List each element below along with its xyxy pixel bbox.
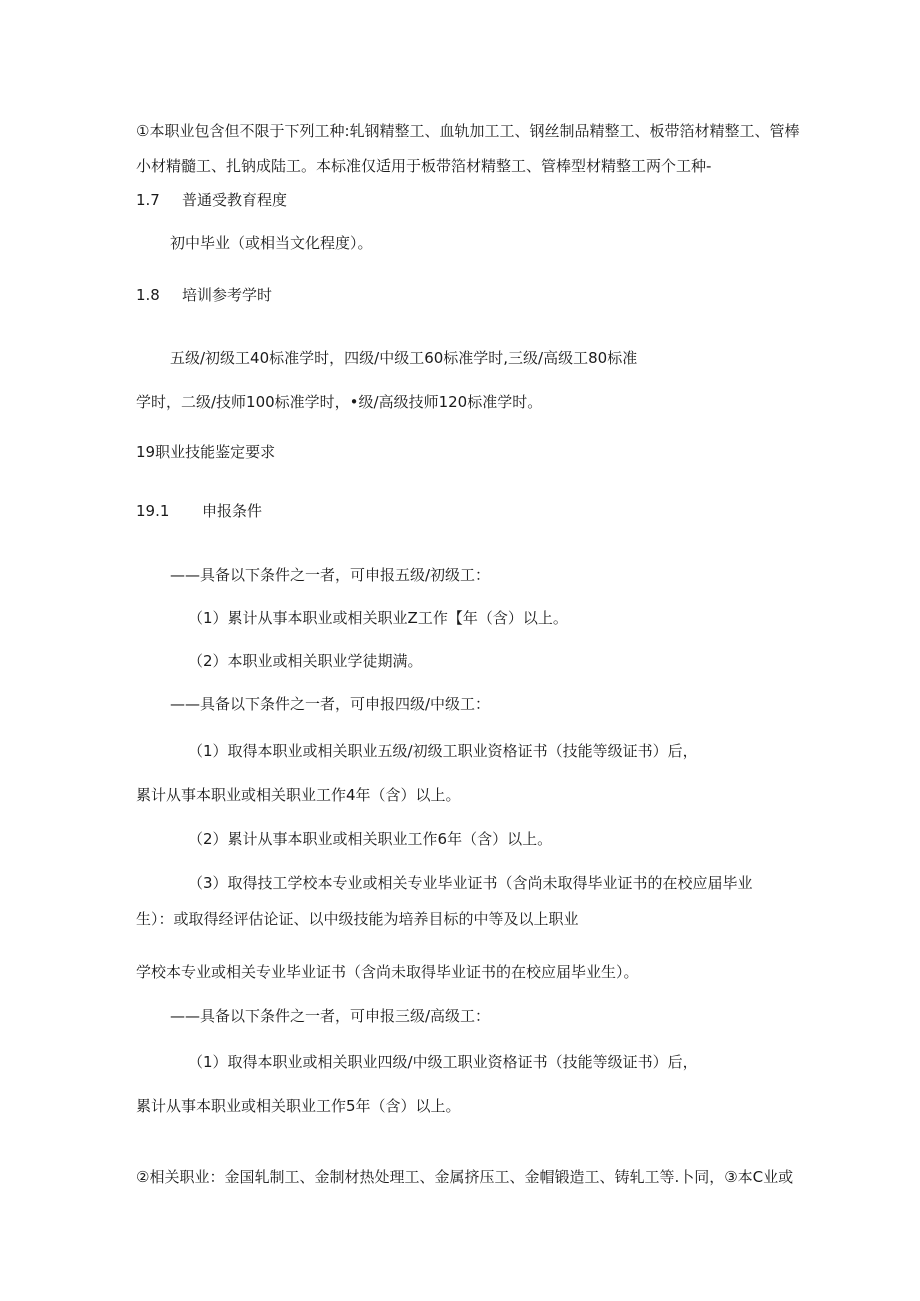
level5-intro: ——具备以下条件之一者，可申报五级/初级工： — [170, 566, 491, 584]
level5-item-2: （2）本职业或相关职业学徒期满。 — [188, 652, 423, 670]
section-title: 普通受教育程度 — [182, 191, 288, 209]
section-1-9-heading: 19职业技能鉴定要求 — [136, 443, 276, 461]
section-title: 申报条件 — [202, 502, 263, 520]
level4-item-3-line-1: （3）取得技工学校本专业或相关专业毕业证书（含尚未取得毕业证书的在校应届毕业 — [188, 874, 753, 892]
section-number: 19.1 — [136, 502, 170, 520]
section-number: 1.8 — [136, 286, 160, 304]
footnote-top-line-1: ①本职业包含但不限于下列工种:轧钢精整工、血轨加工工、钢丝制品精整工、板带箔材精整工、管棒 — [136, 122, 800, 140]
level3-item-1-line-1: （1）取得本职业或相关职业四级/中级工职业资格证书（技能等级证书）后， — [188, 1053, 698, 1071]
level4-item-1-line-1: （1）取得本职业或相关职业五级/初级工职业资格证书（技能等级证书）后， — [188, 742, 698, 760]
section-1-8-heading — [136, 285, 273, 305]
section-1-8-body-line-2: 学时，二级/技师100标准学时，•级/高级技师120标准学时。 — [136, 393, 543, 411]
level4-item-1-line-2: 累计从事本职业或相关职业工作4年（含）以上。 — [136, 786, 461, 804]
level4-item-3-line-2: 生）：或取得经评估论证、以中级技能为培养目标的中等及以上职业 — [136, 910, 579, 928]
level3-intro: ——具备以下条件之一者，可申报三级/高级工： — [170, 1007, 491, 1025]
section-title: 培训参考学时 — [182, 286, 273, 304]
level5-item-1: （1）累计从事本职业或相关职业Z工作【年（含）以上。 — [188, 609, 568, 627]
footnote-bottom: ②相关职业：金国轧制工、金制材热处理工、金属挤压工、金帽锻造工、铸轧工等.卜同，③本C业或 — [136, 1168, 794, 1186]
level3-item-1-line-2: 累计从事本职业或相关职业工作5年（含）以上。 — [136, 1097, 461, 1115]
level4-item-3-line-3: 学校本专业或相关专业毕业证书（含尚未取得毕业证书的在校应届毕业生）。 — [136, 963, 639, 981]
section-1-7-heading — [136, 190, 288, 210]
level4-item-2: （2）累计从事本职业或相关职业工作6年（含）以上。 — [188, 830, 553, 848]
section-number: 1.7 — [136, 191, 160, 209]
section-1-7-body: 初中毕业（或相当文化程度）。 — [170, 234, 373, 252]
section-1-8-body-line-1: 五级/初级工40标准学时，四级/中级工60标准学时,三级/高级工80标准 — [170, 349, 638, 367]
section-1-9-1-heading — [136, 501, 263, 521]
footnote-top-line-2: 小材精髓工、扎钠成陆工。本标准仅适用于板带箔材精整工、管棒型材精整工两个工种- — [136, 157, 712, 175]
level4-intro: ——具备以下条件之一者，可申报四级/中级工： — [170, 695, 491, 713]
